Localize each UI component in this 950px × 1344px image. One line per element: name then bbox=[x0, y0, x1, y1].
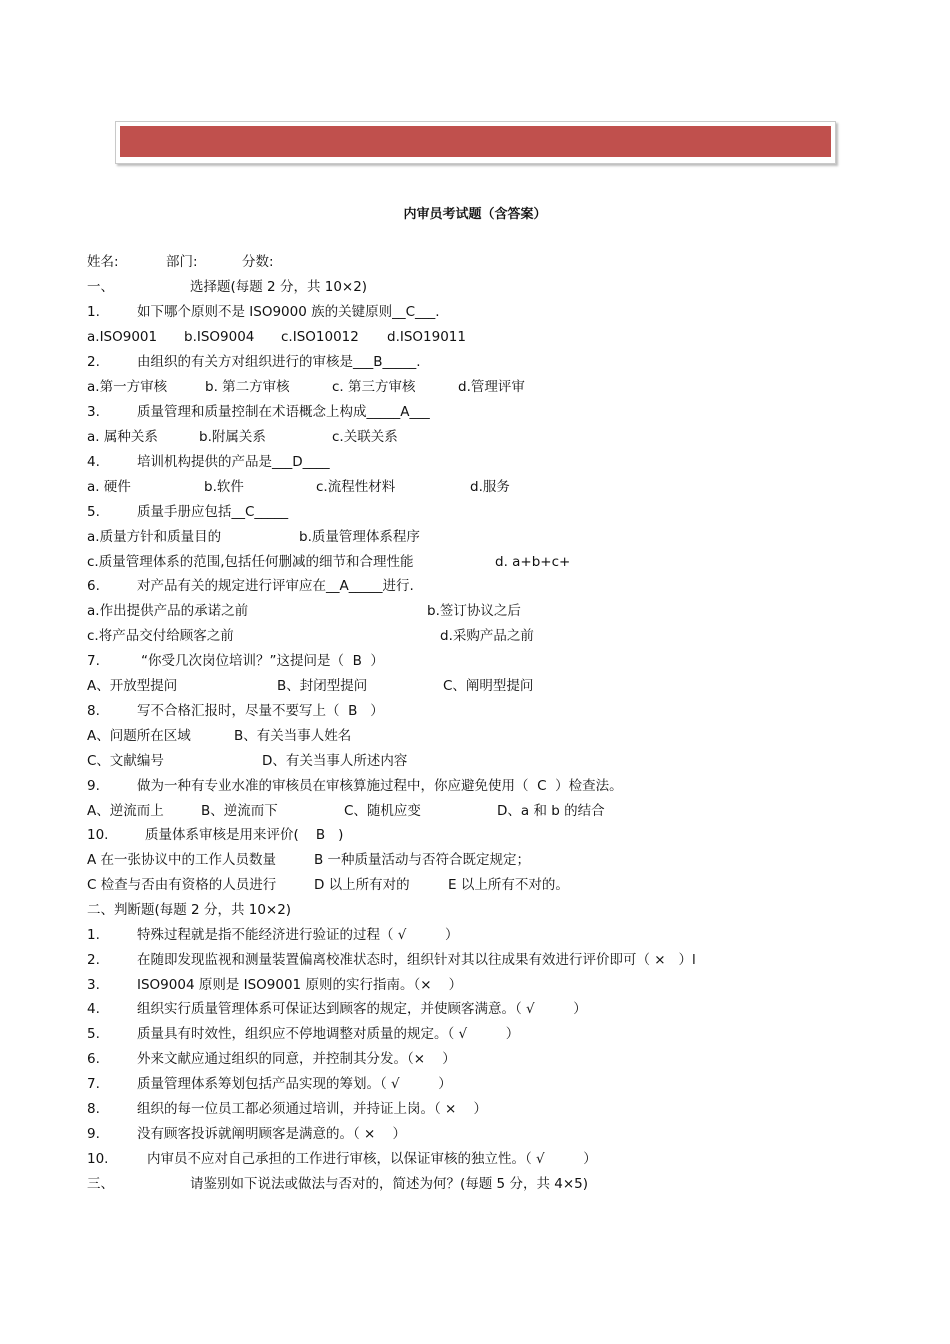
option: d.ISO19011 bbox=[387, 329, 466, 345]
option: b.质量管理体系程序 bbox=[299, 529, 420, 545]
name-label: 姓名: bbox=[87, 254, 119, 270]
option: A 在一张协议中的工作人员数量 bbox=[87, 852, 277, 868]
question-number: 10. bbox=[87, 827, 109, 843]
question-number: 7. bbox=[87, 653, 100, 669]
section1-heading: 选择题(每题 2 分，共 10×2) bbox=[190, 279, 368, 295]
item-number: 2. bbox=[87, 952, 100, 968]
option: E 以上所有不对的。 bbox=[448, 877, 569, 893]
question-text: 做为一种有专业水准的审核员在审核算施过程中，你应避免使用（ C ）检查法。 bbox=[137, 778, 623, 794]
section3-number: 三、 bbox=[87, 1176, 114, 1192]
option: c.将产品交付给顾客之前 bbox=[87, 628, 234, 644]
option: B、逆流而下 bbox=[201, 803, 278, 819]
section2-heading: 二、判断题(每题 2 分，共 10×2) bbox=[87, 902, 292, 918]
option: d. a+b+c+ bbox=[495, 554, 571, 570]
item-number: 1. bbox=[87, 927, 100, 943]
header-banner bbox=[115, 121, 836, 164]
option: c.质量管理体系的范围,包括任何删减的细节和合理性能 bbox=[87, 554, 414, 570]
item-text: ISO9004 原则是 ISO9001 原则的实行指南。（× ） bbox=[137, 977, 463, 993]
item-number: 8. bbox=[87, 1101, 100, 1117]
item-text: 在随即发现监视和测量装置偏离校准状态时，组织针对其以往成果有效进行评价即可（ × ）l bbox=[137, 952, 696, 968]
question-number: 3. bbox=[87, 404, 100, 420]
option: B、有关当事人姓名 bbox=[234, 728, 352, 744]
question-number: 1. bbox=[87, 304, 100, 320]
question-number: 4. bbox=[87, 454, 100, 470]
option: b.ISO9004 bbox=[184, 329, 255, 345]
section1-number: 一、 bbox=[87, 279, 114, 295]
option: c.ISO10012 bbox=[281, 329, 359, 345]
question-text: 由组织的有关方对组织进行的审核是___B_____. bbox=[137, 354, 421, 370]
item-number: 10. bbox=[87, 1151, 109, 1167]
option: A、问题所在区域 bbox=[87, 728, 191, 744]
question-text: 质量管理和质量控制在术语概念上构成_____A___ bbox=[137, 404, 430, 420]
item-number: 5. bbox=[87, 1026, 100, 1042]
option: C、阐明型提问 bbox=[443, 678, 534, 694]
item-text: 外来文献应通过组织的同意，并控制其分发。（× ） bbox=[137, 1051, 456, 1067]
option: a.第一方审核 bbox=[87, 379, 168, 395]
option: c.流程性材料 bbox=[316, 479, 396, 495]
option: A、开放型提问 bbox=[87, 678, 178, 694]
question-number: 2. bbox=[87, 354, 100, 370]
option: A、逆流而上 bbox=[87, 803, 164, 819]
item-text: 内审员不应对自己承担的工作进行审核，以保证审核的独立性。（ √ ） bbox=[147, 1151, 597, 1167]
item-number: 9. bbox=[87, 1126, 100, 1142]
question-text: “你受几次岗位培训？”这提问是（ B ） bbox=[141, 653, 384, 669]
question-number: 6. bbox=[87, 578, 100, 594]
option: d.服务 bbox=[470, 479, 510, 495]
option: d.采购产品之前 bbox=[440, 628, 534, 644]
question-text: 培训机构提供的产品是___D____ bbox=[137, 454, 330, 470]
section3-heading: 请鉴别如下说法或做法与否对的，简述为何？(每题 5 分，共 4×5) bbox=[190, 1176, 588, 1192]
option: b.软件 bbox=[204, 479, 244, 495]
score-label: 分数: bbox=[242, 254, 274, 270]
item-text: 组织实行质量管理体系可保证达到顾客的规定，并使顾客满意。（ √ ） bbox=[137, 1001, 587, 1017]
option: c.关联关系 bbox=[332, 429, 398, 445]
option: a.作出提供产品的承诺之前 bbox=[87, 603, 249, 619]
item-text: 没有顾客投诉就阐明顾客是满意的。（ × ） bbox=[137, 1126, 407, 1142]
option: B 一种质量活动与否符合既定规定； bbox=[314, 852, 531, 868]
option: C、随机应变 bbox=[344, 803, 421, 819]
question-text: 对产品有关的规定进行评审应在__A_____进行. bbox=[137, 578, 414, 594]
item-text: 组织的每一位员工都必须通过培训，并持证上岗。（ × ） bbox=[137, 1101, 488, 1117]
option: b.附属关系 bbox=[199, 429, 266, 445]
item-number: 6. bbox=[87, 1051, 100, 1067]
question-number: 5. bbox=[87, 504, 100, 520]
option: D 以上所有对的 bbox=[314, 877, 410, 893]
question-text: 质量体系审核是用来评价( B ) bbox=[145, 827, 344, 843]
question-text: 如下哪个原则不是 ISO9000 族的关键原则__C___. bbox=[137, 304, 440, 320]
option: B、封闭型提问 bbox=[277, 678, 368, 694]
dept-label: 部门: bbox=[166, 254, 198, 270]
item-text: 质量具有时效性，组织应不停地调整对质量的规定。（ √ ） bbox=[137, 1026, 520, 1042]
question-text: 质量手册应包括__C_____ bbox=[137, 504, 289, 520]
item-number: 7. bbox=[87, 1076, 100, 1092]
option: D、a 和 b 的结合 bbox=[497, 803, 605, 819]
item-number: 3. bbox=[87, 977, 100, 993]
question-number: 8. bbox=[87, 703, 100, 719]
option: d.管理评审 bbox=[458, 379, 525, 395]
option: C 检查与否由有资格的人员进行 bbox=[87, 877, 277, 893]
option: a.质量方针和质量目的 bbox=[87, 529, 222, 545]
option: c. 第三方审核 bbox=[332, 379, 416, 395]
option: b. 第二方审核 bbox=[205, 379, 290, 395]
option: b.签订协议之后 bbox=[427, 603, 521, 619]
banner-bar bbox=[120, 126, 831, 157]
item-text: 质量管理体系筹划包括产品实现的筹划。（ √ ） bbox=[137, 1076, 452, 1092]
option: a.ISO9001 bbox=[87, 329, 158, 345]
document-title: 内审员考试题（含答案） bbox=[403, 207, 547, 222]
item-number: 4. bbox=[87, 1001, 100, 1017]
option: D、有关当事人所述内容 bbox=[262, 753, 408, 769]
question-text: 写不合格汇报时，尽量不要写上（ B ） bbox=[137, 703, 384, 719]
question-number: 9. bbox=[87, 778, 100, 794]
option: a. 硬件 bbox=[87, 479, 131, 495]
item-text: 特殊过程就是指不能经济进行验证的过程（ √ ） bbox=[137, 927, 459, 943]
option: a. 属种关系 bbox=[87, 429, 158, 445]
option: C、文献编号 bbox=[87, 753, 164, 769]
